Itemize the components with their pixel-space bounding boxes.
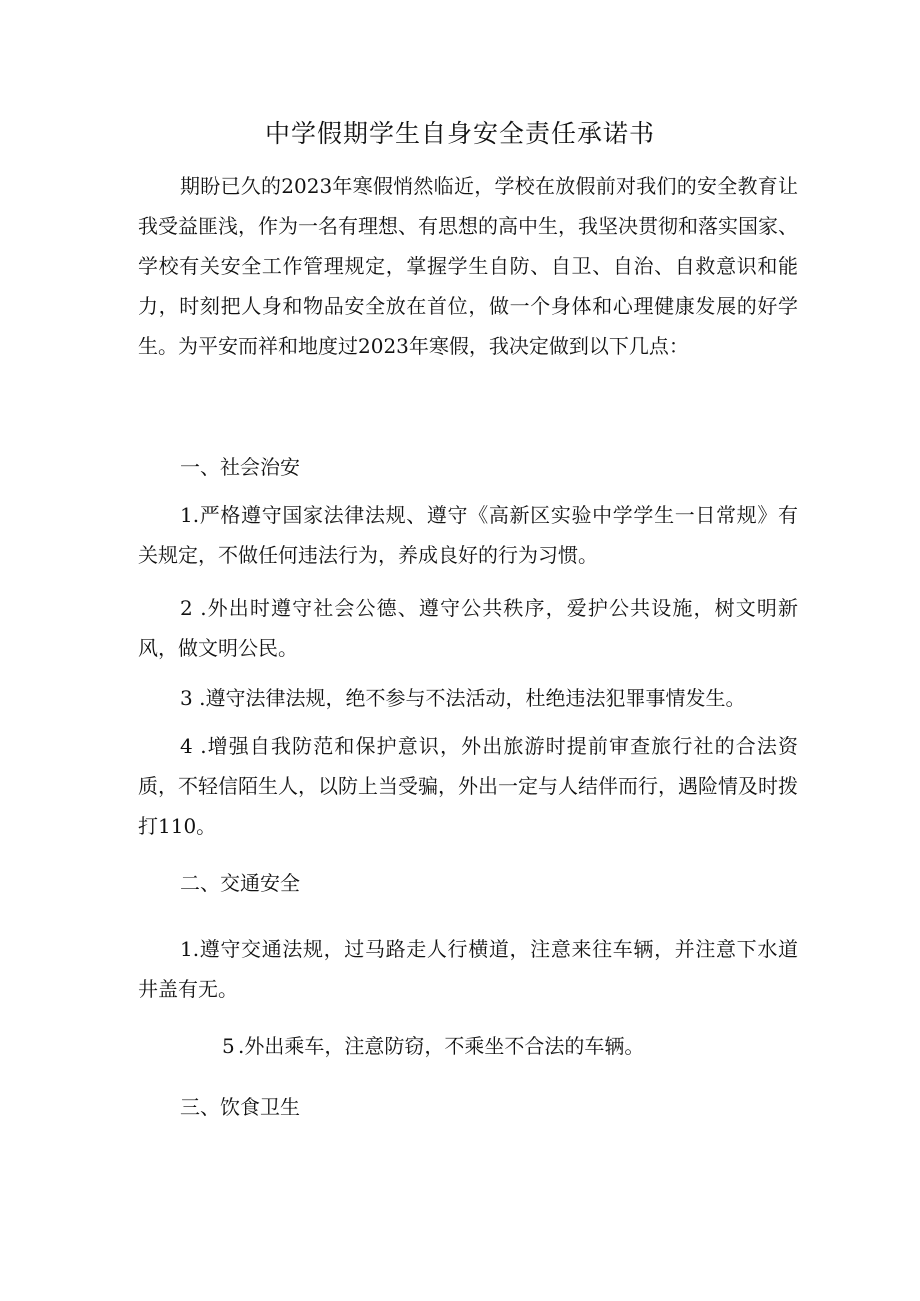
document-title: 中学假期学生自身安全责任承诺书	[264, 119, 655, 148]
traffic-safety-item-1: 1.遵守交通法规，过马路走人行横道，注意来往车辆，并注意下水道井盖有无。	[138, 937, 798, 1001]
public-security-item-1: 1.严格遵守国家法律法规、遵守《高新区实验中学学生一日常规》有关规定，不做任何违法行为，养成良好的行为习惯。	[138, 503, 798, 567]
section-heading-food-hygiene: 三、饮食卫生	[180, 1095, 300, 1119]
traffic-safety-item-5	[138, 1026, 798, 1066]
section-heading-traffic-safety: 二、交通安全	[180, 871, 300, 895]
traffic-safety-item-5-number: 5	[222, 1034, 235, 1058]
section-heading-public-security: 一、社会治安	[180, 455, 300, 479]
public-security-item-3: 3 .遵守法律法规，绝不参与不法活动，杜绝违法犯罪事情发生。	[180, 686, 746, 710]
public-security-item-4: 4 .增强自我防范和保护意识，外出旅游时提前审查旅行社的合法资质，不轻信陌生人，以防上当受骗，外出一定与人结伴而行，遇险情及时拨打110。	[138, 734, 798, 838]
traffic-safety-item-5-text: .外出乘车，注意防窃，不乘坐不合法的车辆。	[238, 1034, 645, 1058]
public-security-item-2: 2 .外出时遵守社会公德、遵守公共秩序，爱护公共设施，树文明新风，做文明公民。	[138, 596, 798, 660]
intro-paragraph: 期盼已久的2023年寒假悄然临近，学校在放假前对我们的安全教育让我受益匪浅，作为一名有理想、有思想的高中生，我坚决贯彻和落实国家、学校有关安全工作管理规定，掌握学生自防、自卫、自治、自救意识和能力，时刻把人身和物品安全放在首位，做一个身体和心理健康发展的好学生。为平安而祥和地度过2023年寒假，我决定做到以下几点：	[138, 174, 798, 358]
